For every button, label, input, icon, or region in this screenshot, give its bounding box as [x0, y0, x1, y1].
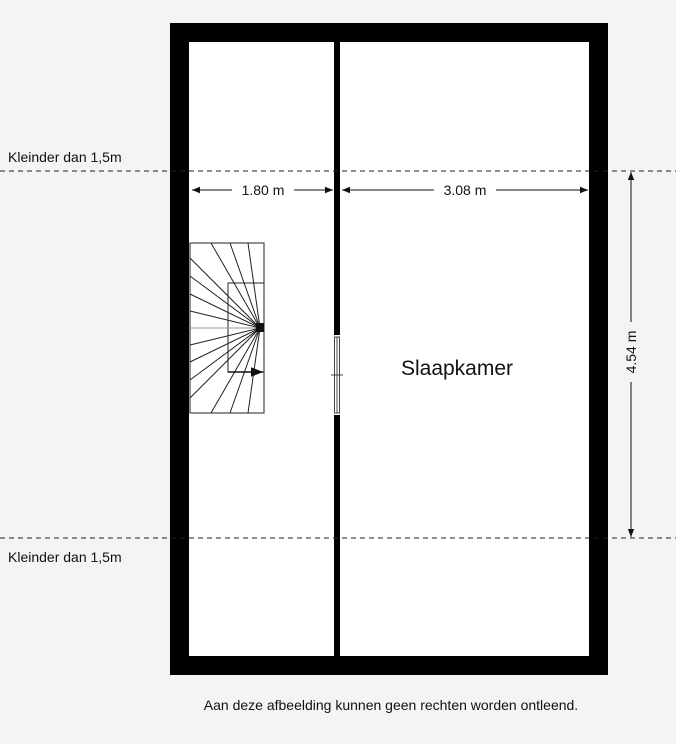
dimension-right-label: 3.08 m	[443, 182, 487, 198]
dimension-left-label: 1.80 m	[241, 182, 285, 198]
partition-wall-lower	[334, 415, 340, 656]
partition-wall-upper	[334, 42, 340, 335]
height-note-bottom: Kleinder dan 1,5m	[8, 549, 122, 565]
staircase	[190, 243, 264, 413]
dimension-depth-label: 4.54 m	[623, 330, 639, 374]
staircase-post	[256, 323, 264, 332]
room-label-slaapkamer: Slaapkamer	[400, 357, 514, 380]
dimension-depth	[622, 172, 640, 537]
disclaimer-text: Aan deze afbeelding kunnen geen rechten worden ontleend.	[203, 697, 579, 713]
height-note-top: Kleinder dan 1,5m	[8, 149, 122, 165]
